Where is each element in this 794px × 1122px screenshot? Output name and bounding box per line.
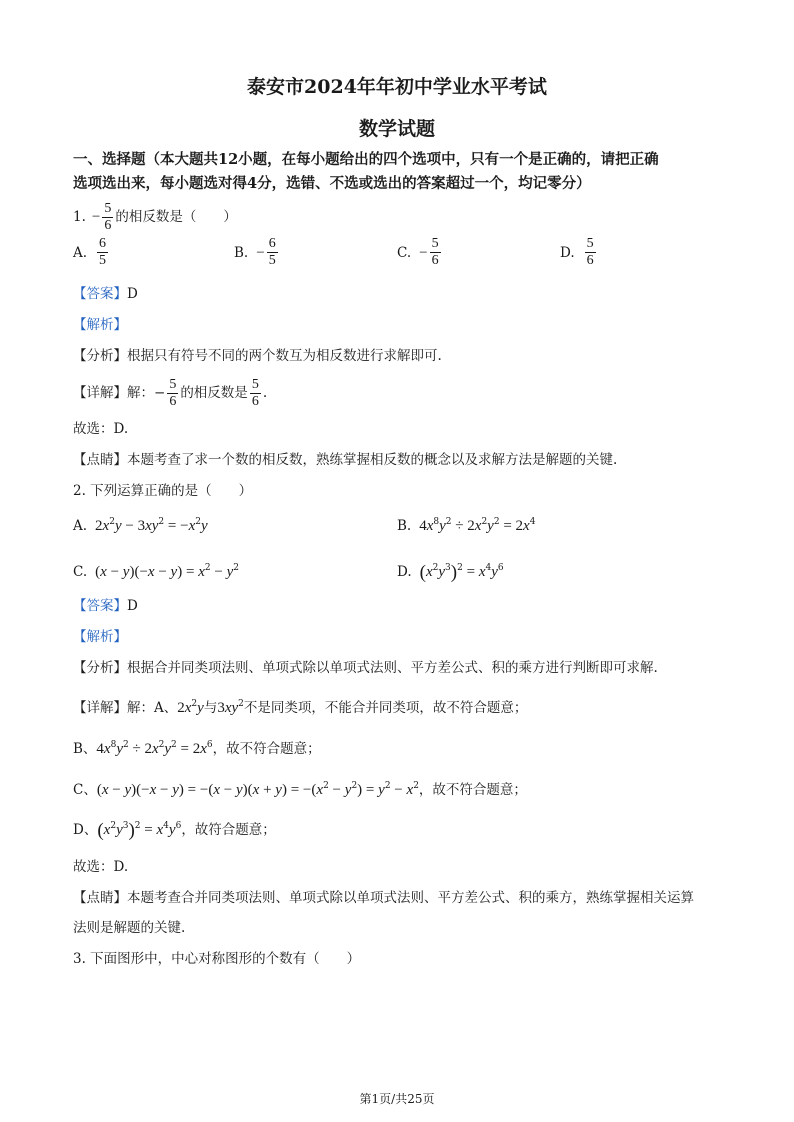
section-heading-line-1: 一、选择题（本大题共12小题，在每小题给出的四个选项中，只有一个是正确的，请把正确 bbox=[73, 151, 659, 168]
q2-comment-line-1: 【点睛】本题考查合并同类项法则、单项式除以单项式法则、平方差公式、积的乘方，熟练掌握相关运算 bbox=[73, 890, 694, 906]
q1-analysis-tag: 【解析】 bbox=[73, 317, 127, 333]
q2-option-b: B. $4x^8y^2 \div 2x^2y^2 = 2x^4$ bbox=[397, 517, 536, 534]
q2-fenxi: 【分析】根据合并同类项法则、单项式除以单项式法则、平方差公式、积的乘方进行判断即可求解. bbox=[73, 660, 658, 676]
q1-answer: 【答案】D bbox=[73, 286, 138, 302]
section-heading-line-2: 选项选出来，每小题选对得4分，选错、不选或选出的答案超过一个，均记零分） bbox=[73, 175, 591, 192]
q2-option-c: C. $(x - y)(-x - y) = x^2 - y^2$ bbox=[73, 563, 239, 580]
q1-comment: 【点睛】本题考查了求一个数的相反数，熟练掌握相反数的概念以及求解方法是解题的关键. bbox=[73, 452, 618, 468]
question-3-stem: 3. 下面图形中，中心对称图形的个数有（ ） bbox=[73, 951, 361, 967]
q2-choice: 故选：D. bbox=[73, 859, 129, 875]
q2-detail-d: D、$(x^2y^3)^2 = x^4y^6$，故符合题意； bbox=[73, 820, 276, 841]
q2-option-a: A. $2x^2y - 3xy^2 = -x^2y$ bbox=[73, 517, 208, 534]
q2-analysis-tag: 【解析】 bbox=[73, 629, 127, 645]
q1-option-c: C. − $\frac{5}{6}$ bbox=[397, 236, 439, 268]
q2-detail-c: C、$(x - y)(-x - y) = -(x - y)(x + y) = -(x^2 - y^2) = y^2 - x^2$，故不符合题意； bbox=[73, 781, 527, 798]
question-1-stem: 1. − $\frac{5}{6}$ 的相反数是（ ） bbox=[73, 200, 237, 233]
page-footer: 第1页/共25页 bbox=[359, 1092, 435, 1106]
q1-fenxi: 【分析】根据只有符号不同的两个数互为相反数进行求解即可. bbox=[73, 348, 442, 364]
q2-answer: 【答案】D bbox=[73, 598, 138, 614]
q2-detail-a: 【详解】解：A、$2x^2y$与$3xy^2$不是同类项，不能合并同类项，故不符合题意； bbox=[73, 699, 528, 716]
q1-option-a: A. $\frac{6}{5}$ bbox=[73, 236, 107, 268]
q2-comment-line-2: 法则是解题的关键. bbox=[73, 920, 186, 936]
document-subtitle: 数学试题 bbox=[358, 118, 435, 140]
q1-option-b: B. − $\frac{6}{5}$ bbox=[234, 236, 276, 268]
q2-detail-b: B、$4x^8y^2 \div 2x^2y^2 = 2x^6$，故不符合题意； bbox=[73, 740, 321, 757]
fraction: $\frac{5}{6}$ bbox=[104, 200, 112, 233]
q1-choice: 故选：D. bbox=[73, 421, 129, 437]
question-number: 1. bbox=[73, 209, 86, 225]
document-title: 泰安市2024年年初中学业水平考试 bbox=[247, 76, 547, 98]
question-2-stem: 2. 下列运算正确的是（ ） bbox=[73, 483, 253, 499]
q2-option-d: D. $(x^2y^3)^2 = x^4y^6$ bbox=[397, 562, 504, 583]
q1-option-d: D. $\frac{5}{6}$ bbox=[560, 236, 594, 268]
q1-detail: 【详解】 解：− $\frac{5}{6}$ 的相反数是 $\frac{5}{6}$ . bbox=[73, 376, 268, 409]
